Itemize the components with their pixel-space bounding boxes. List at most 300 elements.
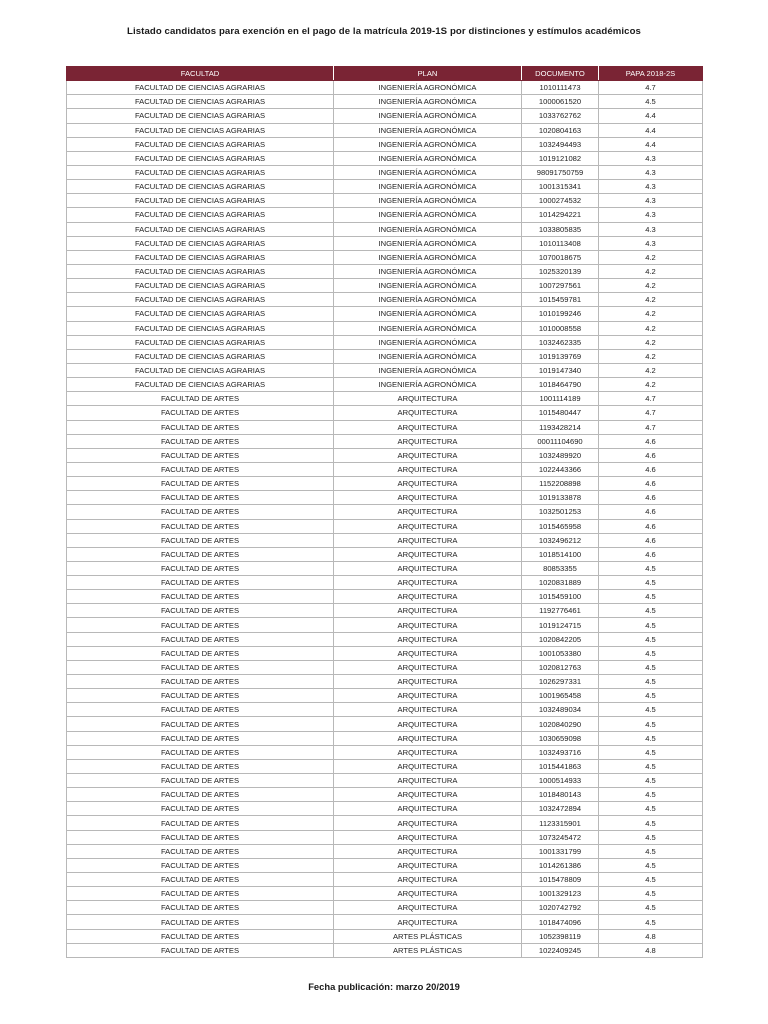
cell-papa: 4.6: [599, 477, 703, 491]
cell-facultad: FACULTAD DE CIENCIAS AGRARIAS: [67, 123, 334, 137]
cell-papa: 4.5: [599, 95, 703, 109]
cell-plan: ARQUITECTURA: [334, 505, 522, 519]
cell-documento: 98091750759: [522, 165, 599, 179]
cell-facultad: FACULTAD DE ARTES: [67, 873, 334, 887]
cell-facultad: FACULTAD DE ARTES: [67, 505, 334, 519]
cell-plan: ARQUITECTURA: [334, 844, 522, 858]
cell-papa: 4.3: [599, 222, 703, 236]
cell-plan: INGENIERÍA AGRONÓMICA: [334, 363, 522, 377]
cell-documento: 1018464790: [522, 378, 599, 392]
cell-facultad: FACULTAD DE CIENCIAS AGRARIAS: [67, 194, 334, 208]
table-row: [67, 717, 703, 731]
cell-documento: 1022409245: [522, 943, 599, 957]
cell-facultad: FACULTAD DE CIENCIAS AGRARIAS: [67, 250, 334, 264]
cell-plan: INGENIERÍA AGRONÓMICA: [334, 123, 522, 137]
cell-plan: ARQUITECTURA: [334, 392, 522, 406]
cell-papa: 4.5: [599, 604, 703, 618]
cell-documento: 1032489034: [522, 703, 599, 717]
cell-documento: 1000514933: [522, 774, 599, 788]
table-row: [67, 660, 703, 674]
cell-facultad: FACULTAD DE CIENCIAS AGRARIAS: [67, 222, 334, 236]
table-row: [67, 392, 703, 406]
table-body: [67, 81, 703, 958]
cell-documento: 1010008558: [522, 321, 599, 335]
cell-facultad: FACULTAD DE ARTES: [67, 717, 334, 731]
table-row: [67, 137, 703, 151]
cell-facultad: FACULTAD DE ARTES: [67, 774, 334, 788]
cell-papa: 4.3: [599, 180, 703, 194]
cell-plan: ARTES PLÁSTICAS: [334, 929, 522, 943]
cell-facultad: FACULTAD DE CIENCIAS AGRARIAS: [67, 293, 334, 307]
cell-papa: 4.5: [599, 887, 703, 901]
table-row: [67, 901, 703, 915]
cell-papa: 4.5: [599, 632, 703, 646]
cell-plan: INGENIERÍA AGRONÓMICA: [334, 378, 522, 392]
cell-documento: 1010113408: [522, 236, 599, 250]
cell-plan: INGENIERÍA AGRONÓMICA: [334, 349, 522, 363]
cell-plan: ARQUITECTURA: [334, 717, 522, 731]
table-header-row: [67, 67, 703, 81]
cell-facultad: FACULTAD DE ARTES: [67, 901, 334, 915]
table-row: [67, 236, 703, 250]
table-row: [67, 491, 703, 505]
cell-documento: 1032501253: [522, 505, 599, 519]
table-row: [67, 477, 703, 491]
table-row: [67, 95, 703, 109]
table-row: [67, 505, 703, 519]
cell-documento: 1014261386: [522, 858, 599, 872]
cell-documento: 1018474096: [522, 915, 599, 929]
cell-papa: 4.5: [599, 816, 703, 830]
cell-facultad: FACULTAD DE ARTES: [67, 759, 334, 773]
cell-papa: 4.5: [599, 590, 703, 604]
cell-documento: 1001331799: [522, 844, 599, 858]
cell-papa: 4.2: [599, 378, 703, 392]
cell-documento: 1020840290: [522, 717, 599, 731]
cell-documento: 1020831889: [522, 576, 599, 590]
cell-plan: INGENIERÍA AGRONÓMICA: [334, 293, 522, 307]
table-header: [67, 67, 703, 81]
cell-papa: 4.5: [599, 901, 703, 915]
table-row: [67, 745, 703, 759]
cell-facultad: FACULTAD DE ARTES: [67, 590, 334, 604]
table-row: [67, 349, 703, 363]
cell-facultad: FACULTAD DE ARTES: [67, 618, 334, 632]
cell-papa: 4.2: [599, 321, 703, 335]
cell-facultad: FACULTAD DE CIENCIAS AGRARIAS: [67, 95, 334, 109]
cell-facultad: FACULTAD DE ARTES: [67, 632, 334, 646]
table-row: [67, 844, 703, 858]
table-row: [67, 943, 703, 957]
cell-plan: ARQUITECTURA: [334, 774, 522, 788]
cell-documento: 1015478809: [522, 873, 599, 887]
cell-plan: ARQUITECTURA: [334, 434, 522, 448]
table-row: [67, 547, 703, 561]
cell-papa: 4.5: [599, 660, 703, 674]
cell-plan: ARQUITECTURA: [334, 420, 522, 434]
cell-papa: 4.8: [599, 943, 703, 957]
table-row: [67, 434, 703, 448]
cell-papa: 4.4: [599, 123, 703, 137]
cell-documento: 1032494493: [522, 137, 599, 151]
cell-documento: 1032493716: [522, 745, 599, 759]
cell-facultad: FACULTAD DE ARTES: [67, 844, 334, 858]
cell-facultad: FACULTAD DE CIENCIAS AGRARIAS: [67, 81, 334, 95]
cell-plan: ARQUITECTURA: [334, 547, 522, 561]
cell-plan: INGENIERÍA AGRONÓMICA: [334, 222, 522, 236]
cell-facultad: FACULTAD DE CIENCIAS AGRARIAS: [67, 165, 334, 179]
cell-plan: ARQUITECTURA: [334, 689, 522, 703]
cell-papa: 4.5: [599, 689, 703, 703]
table-row: [67, 109, 703, 123]
cell-documento: 1073245472: [522, 830, 599, 844]
cell-documento: 1026297331: [522, 675, 599, 689]
cell-facultad: FACULTAD DE CIENCIAS AGRARIAS: [67, 236, 334, 250]
cell-papa: 4.6: [599, 547, 703, 561]
cell-documento: 1020842205: [522, 632, 599, 646]
table-row: [67, 264, 703, 278]
cell-facultad: FACULTAD DE ARTES: [67, 434, 334, 448]
table-row: [67, 618, 703, 632]
cell-documento: 1033805835: [522, 222, 599, 236]
column-header-plan: PLAN: [334, 67, 522, 81]
cell-documento: 1018480143: [522, 788, 599, 802]
cell-documento: 1123315901: [522, 816, 599, 830]
cell-documento: 1032489920: [522, 448, 599, 462]
table-row: [67, 279, 703, 293]
cell-documento: 1020742792: [522, 901, 599, 915]
cell-plan: INGENIERÍA AGRONÓMICA: [334, 180, 522, 194]
table-row: [67, 222, 703, 236]
cell-documento: 1019147340: [522, 363, 599, 377]
cell-plan: ARQUITECTURA: [334, 731, 522, 745]
cell-plan: INGENIERÍA AGRONÓMICA: [334, 109, 522, 123]
cell-plan: INGENIERÍA AGRONÓMICA: [334, 307, 522, 321]
cell-papa: 4.3: [599, 165, 703, 179]
cell-documento: 1019124715: [522, 618, 599, 632]
table-row: [67, 788, 703, 802]
cell-documento: 1032496212: [522, 533, 599, 547]
cell-papa: 4.2: [599, 293, 703, 307]
cell-plan: ARQUITECTURA: [334, 618, 522, 632]
cell-plan: ARQUITECTURA: [334, 477, 522, 491]
cell-plan: ARQUITECTURA: [334, 675, 522, 689]
cell-plan: INGENIERÍA AGRONÓMICA: [334, 279, 522, 293]
cell-papa: 4.7: [599, 81, 703, 95]
cell-facultad: FACULTAD DE CIENCIAS AGRARIAS: [67, 208, 334, 222]
cell-facultad: FACULTAD DE ARTES: [67, 802, 334, 816]
cell-documento: 1001965458: [522, 689, 599, 703]
cell-plan: ARQUITECTURA: [334, 816, 522, 830]
table-row: [67, 604, 703, 618]
cell-facultad: FACULTAD DE ARTES: [67, 943, 334, 957]
cell-papa: 4.6: [599, 491, 703, 505]
column-header-documento: DOCUMENTO: [522, 67, 599, 81]
cell-plan: ARQUITECTURA: [334, 576, 522, 590]
table-row: [67, 646, 703, 660]
cell-papa: 4.7: [599, 406, 703, 420]
cell-papa: 4.2: [599, 363, 703, 377]
cell-plan: ARTES PLÁSTICAS: [334, 943, 522, 957]
table-row: [67, 363, 703, 377]
cell-plan: INGENIERÍA AGRONÓMICA: [334, 208, 522, 222]
cell-facultad: FACULTAD DE ARTES: [67, 462, 334, 476]
cell-papa: 4.2: [599, 349, 703, 363]
cell-papa: 4.6: [599, 448, 703, 462]
cell-plan: ARQUITECTURA: [334, 448, 522, 462]
cell-plan: INGENIERÍA AGRONÓMICA: [334, 194, 522, 208]
cell-facultad: FACULTAD DE ARTES: [67, 646, 334, 660]
cell-documento: 1033762762: [522, 109, 599, 123]
cell-papa: 4.5: [599, 745, 703, 759]
cell-facultad: FACULTAD DE ARTES: [67, 477, 334, 491]
cell-papa: 4.5: [599, 703, 703, 717]
table-row: [67, 194, 703, 208]
cell-papa: 4.6: [599, 462, 703, 476]
table-row: [67, 816, 703, 830]
column-header-facultad: FACULTAD: [67, 67, 334, 81]
cell-plan: ARQUITECTURA: [334, 887, 522, 901]
cell-plan: ARQUITECTURA: [334, 632, 522, 646]
cell-documento: 1070018675: [522, 250, 599, 264]
cell-facultad: FACULTAD DE ARTES: [67, 830, 334, 844]
cell-facultad: FACULTAD DE ARTES: [67, 519, 334, 533]
cell-documento: 1015441863: [522, 759, 599, 773]
table-row: [67, 448, 703, 462]
cell-papa: 4.6: [599, 434, 703, 448]
cell-papa: 4.5: [599, 675, 703, 689]
table-row: [67, 858, 703, 872]
cell-facultad: FACULTAD DE CIENCIAS AGRARIAS: [67, 349, 334, 363]
cell-papa: 4.6: [599, 519, 703, 533]
cell-plan: ARQUITECTURA: [334, 788, 522, 802]
cell-facultad: FACULTAD DE ARTES: [67, 731, 334, 745]
cell-papa: 4.5: [599, 618, 703, 632]
cell-papa: 4.8: [599, 929, 703, 943]
cell-plan: ARQUITECTURA: [334, 491, 522, 505]
table-row: [67, 802, 703, 816]
table-row: [67, 533, 703, 547]
cell-documento: 1192776461: [522, 604, 599, 618]
cell-plan: ARQUITECTURA: [334, 462, 522, 476]
cell-documento: 1015459100: [522, 590, 599, 604]
cell-plan: INGENIERÍA AGRONÓMICA: [334, 151, 522, 165]
publication-date: Fecha publicación: marzo 20/2019: [308, 981, 460, 992]
cell-documento: 1001053380: [522, 646, 599, 660]
cell-papa: 4.6: [599, 533, 703, 547]
cell-plan: ARQUITECTURA: [334, 759, 522, 773]
cell-facultad: FACULTAD DE ARTES: [67, 887, 334, 901]
cell-papa: 4.2: [599, 279, 703, 293]
cell-plan: INGENIERÍA AGRONÓMICA: [334, 95, 522, 109]
cell-plan: ARQUITECTURA: [334, 660, 522, 674]
table-row: [67, 420, 703, 434]
cell-papa: 4.5: [599, 759, 703, 773]
cell-documento: 1000274532: [522, 194, 599, 208]
table-row: [67, 576, 703, 590]
cell-plan: ARQUITECTURA: [334, 561, 522, 575]
table-row: [67, 689, 703, 703]
cell-facultad: FACULTAD DE ARTES: [67, 689, 334, 703]
cell-documento: 1032472894: [522, 802, 599, 816]
cell-facultad: FACULTAD DE ARTES: [67, 858, 334, 872]
cell-papa: 4.6: [599, 505, 703, 519]
cell-papa: 4.5: [599, 844, 703, 858]
cell-facultad: FACULTAD DE CIENCIAS AGRARIAS: [67, 307, 334, 321]
cell-documento: 1010199246: [522, 307, 599, 321]
cell-documento: 1030659098: [522, 731, 599, 745]
cell-documento: 1019139769: [522, 349, 599, 363]
cell-papa: 4.5: [599, 717, 703, 731]
cell-facultad: FACULTAD DE CIENCIAS AGRARIAS: [67, 335, 334, 349]
cell-plan: INGENIERÍA AGRONÓMICA: [334, 264, 522, 278]
table-row: [67, 887, 703, 901]
cell-documento: 1020804163: [522, 123, 599, 137]
cell-papa: 4.5: [599, 774, 703, 788]
cell-facultad: FACULTAD DE ARTES: [67, 929, 334, 943]
cell-facultad: FACULTAD DE ARTES: [67, 547, 334, 561]
cell-papa: 4.5: [599, 788, 703, 802]
cell-facultad: FACULTAD DE ARTES: [67, 915, 334, 929]
cell-plan: ARQUITECTURA: [334, 873, 522, 887]
table-row: [67, 321, 703, 335]
cell-papa: 4.2: [599, 307, 703, 321]
table-row: [67, 250, 703, 264]
cell-plan: INGENIERÍA AGRONÓMICA: [334, 250, 522, 264]
cell-facultad: FACULTAD DE CIENCIAS AGRARIAS: [67, 109, 334, 123]
cell-plan: ARQUITECTURA: [334, 703, 522, 717]
table-row: [67, 180, 703, 194]
table-row: [67, 519, 703, 533]
table-row: [67, 873, 703, 887]
cell-papa: 4.7: [599, 420, 703, 434]
cell-papa: 4.5: [599, 646, 703, 660]
table-row: [67, 703, 703, 717]
cell-documento: 1152208898: [522, 477, 599, 491]
cell-documento: 1015465958: [522, 519, 599, 533]
cell-facultad: FACULTAD DE ARTES: [67, 448, 334, 462]
cell-papa: 4.3: [599, 194, 703, 208]
cell-documento: 1019121082: [522, 151, 599, 165]
table-row: [67, 462, 703, 476]
cell-documento: 1193428214: [522, 420, 599, 434]
cell-plan: INGENIERÍA AGRONÓMICA: [334, 165, 522, 179]
cell-plan: ARQUITECTURA: [334, 519, 522, 533]
table-row: [67, 293, 703, 307]
cell-papa: 4.7: [599, 392, 703, 406]
cell-papa: 4.5: [599, 576, 703, 590]
cell-documento: 1032462335: [522, 335, 599, 349]
cell-papa: 4.2: [599, 250, 703, 264]
table-row: [67, 915, 703, 929]
cell-papa: 4.5: [599, 915, 703, 929]
table-row: [67, 151, 703, 165]
cell-facultad: FACULTAD DE CIENCIAS AGRARIAS: [67, 321, 334, 335]
cell-plan: ARQUITECTURA: [334, 590, 522, 604]
cell-papa: 4.3: [599, 208, 703, 222]
cell-facultad: FACULTAD DE CIENCIAS AGRARIAS: [67, 180, 334, 194]
cell-facultad: FACULTAD DE CIENCIAS AGRARIAS: [67, 378, 334, 392]
cell-plan: ARQUITECTURA: [334, 604, 522, 618]
cell-facultad: FACULTAD DE ARTES: [67, 420, 334, 434]
cell-plan: ARQUITECTURA: [334, 745, 522, 759]
cell-documento: 1010111473: [522, 81, 599, 95]
cell-papa: 4.5: [599, 873, 703, 887]
cell-plan: ARQUITECTURA: [334, 915, 522, 929]
cell-documento: 1052398119: [522, 929, 599, 943]
table-row: [67, 378, 703, 392]
table-row: [67, 335, 703, 349]
candidates-table-container: [66, 66, 702, 958]
cell-documento: 1000061520: [522, 95, 599, 109]
cell-documento: 00011104690: [522, 434, 599, 448]
table-row: [67, 731, 703, 745]
cell-facultad: FACULTAD DE CIENCIAS AGRARIAS: [67, 279, 334, 293]
cell-papa: 4.5: [599, 830, 703, 844]
cell-papa: 4.4: [599, 109, 703, 123]
cell-papa: 4.4: [599, 137, 703, 151]
table-row: [67, 123, 703, 137]
cell-documento: 1019133878: [522, 491, 599, 505]
cell-facultad: FACULTAD DE ARTES: [67, 406, 334, 420]
table-row: [67, 208, 703, 222]
cell-documento: 80853355: [522, 561, 599, 575]
cell-plan: INGENIERÍA AGRONÓMICA: [334, 81, 522, 95]
cell-documento: 1020812763: [522, 660, 599, 674]
table-row: [67, 632, 703, 646]
cell-plan: ARQUITECTURA: [334, 802, 522, 816]
cell-documento: 1001114189: [522, 392, 599, 406]
table-row: [67, 81, 703, 95]
cell-facultad: FACULTAD DE CIENCIAS AGRARIAS: [67, 151, 334, 165]
column-header-papa: PAPA 2018-2S: [599, 67, 703, 81]
cell-documento: 1001315341: [522, 180, 599, 194]
cell-papa: 4.5: [599, 802, 703, 816]
cell-papa: 4.2: [599, 335, 703, 349]
cell-documento: 1015480447: [522, 406, 599, 420]
cell-plan: ARQUITECTURA: [334, 533, 522, 547]
table-row: [67, 929, 703, 943]
table-row: [67, 406, 703, 420]
cell-facultad: FACULTAD DE CIENCIAS AGRARIAS: [67, 137, 334, 151]
cell-facultad: FACULTAD DE ARTES: [67, 491, 334, 505]
table-row: [67, 561, 703, 575]
cell-facultad: FACULTAD DE ARTES: [67, 533, 334, 547]
cell-papa: 4.5: [599, 858, 703, 872]
cell-plan: ARQUITECTURA: [334, 830, 522, 844]
cell-facultad: FACULTAD DE ARTES: [67, 788, 334, 802]
cell-documento: 1022443366: [522, 462, 599, 476]
cell-plan: INGENIERÍA AGRONÓMICA: [334, 236, 522, 250]
cell-documento: 1007297561: [522, 279, 599, 293]
cell-plan: INGENIERÍA AGRONÓMICA: [334, 321, 522, 335]
cell-papa: 4.3: [599, 151, 703, 165]
cell-facultad: FACULTAD DE CIENCIAS AGRARIAS: [67, 363, 334, 377]
table-row: [67, 675, 703, 689]
cell-facultad: FACULTAD DE ARTES: [67, 703, 334, 717]
cell-documento: 1015459781: [522, 293, 599, 307]
table-row: [67, 307, 703, 321]
cell-documento: 1018514100: [522, 547, 599, 561]
cell-facultad: FACULTAD DE ARTES: [67, 675, 334, 689]
cell-documento: 1014294221: [522, 208, 599, 222]
table-row: [67, 830, 703, 844]
cell-facultad: FACULTAD DE ARTES: [67, 745, 334, 759]
page-title: Listado candidatos para exención en el pago de la matrícula 2019-1S por distinciones y estímulos académicos: [126, 26, 641, 37]
cell-plan: ARQUITECTURA: [334, 858, 522, 872]
cell-plan: INGENIERÍA AGRONÓMICA: [334, 137, 522, 151]
table-row: [67, 774, 703, 788]
